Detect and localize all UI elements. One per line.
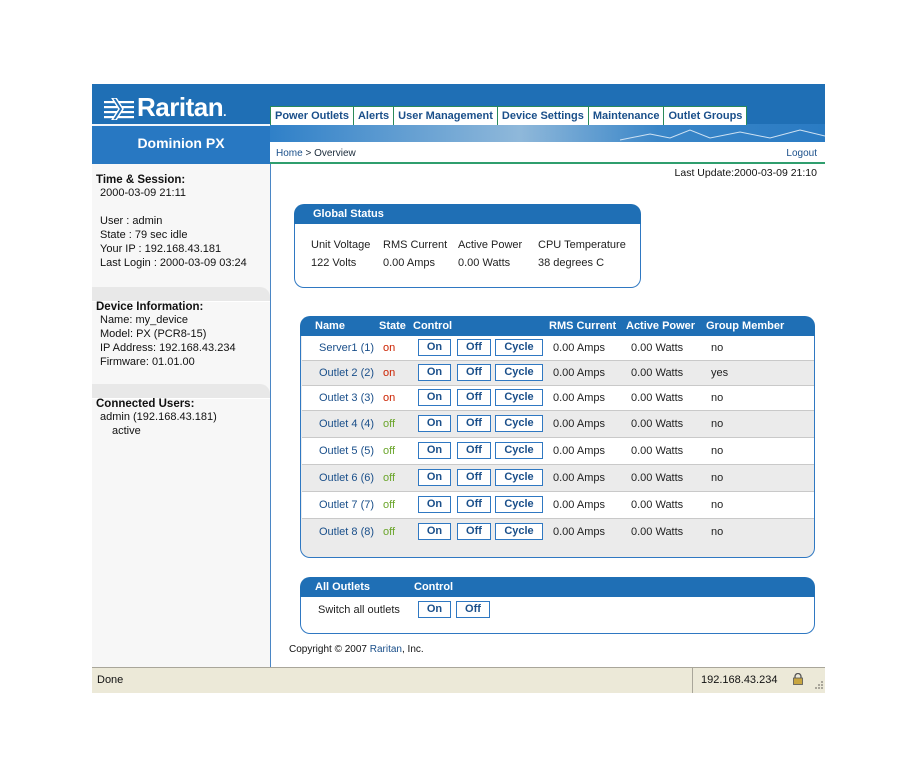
lock-icon [792, 673, 804, 685]
resize-grip-icon[interactable] [813, 679, 824, 690]
outlet-name-link[interactable]: Outlet 3 (3) [319, 392, 375, 404]
outlet-cycle-button[interactable]: Cycle [495, 364, 543, 381]
outlet-rms-current: 0.00 Amps [553, 526, 605, 538]
session-your-ip: Your IP : 192.168.43.181 [100, 243, 222, 255]
outlet-rms-current: 0.00 Amps [553, 445, 605, 457]
col-name: Name [315, 320, 345, 332]
breadcrumb-bar [270, 146, 825, 164]
gs-label-rms: RMS Current [383, 239, 448, 251]
outlet-off-button[interactable]: Off [457, 469, 491, 486]
device-info-title: Device Information: [96, 301, 204, 313]
connected-user: admin (192.168.43.181) [100, 411, 217, 423]
outlet-name-link[interactable]: Outlet 4 (4) [319, 418, 375, 430]
outlet-cycle-button[interactable]: Cycle [495, 415, 543, 432]
outlet-row [302, 411, 814, 438]
status-ip: 192.168.43.234 [701, 674, 778, 686]
outlet-active-power: 0.00 Watts [631, 445, 684, 457]
sidebar-divider [92, 287, 270, 302]
outlet-group-member: no [711, 445, 724, 457]
connected-user-status: active [112, 425, 141, 437]
gs-value-power: 0.00 Watts [458, 257, 511, 269]
outlet-row [302, 361, 814, 386]
breadcrumb-separator: > [305, 148, 312, 159]
gs-value-cpu-temp: 38 degrees C [538, 257, 605, 269]
outlet-name-link[interactable]: Outlet 8 (8) [319, 526, 375, 538]
outlet-rms-current: 0.00 Amps [553, 499, 605, 511]
tab-maintenance[interactable]: Maintenance [588, 106, 665, 125]
outlets-table [300, 336, 815, 558]
outlet-off-button[interactable]: Off [457, 339, 491, 356]
outlet-name-link[interactable]: Outlet 6 (6) [319, 472, 375, 484]
outlet-rms-current: 0.00 Amps [553, 367, 605, 379]
outlet-active-power: 0.00 Watts [631, 472, 684, 484]
outlet-state: on [383, 367, 396, 379]
raritan-logo-icon [104, 98, 134, 120]
browser-status-bar [92, 667, 825, 693]
breadcrumb [276, 148, 356, 159]
connected-users-title: Connected Users: [96, 398, 195, 410]
session-datetime: 2000-03-09 21:11 [100, 187, 187, 199]
outlet-on-button[interactable]: On [418, 469, 451, 486]
outlet-state: off [383, 445, 396, 457]
time-session-title: Time & Session: [96, 174, 186, 186]
outlet-group-member: yes [711, 367, 729, 379]
outlet-cycle-button[interactable]: Cycle [495, 496, 543, 513]
last-update: Last Update:2000-03-09 21:10 [674, 167, 817, 179]
outlets-table-header [300, 316, 815, 336]
outlet-cycle-button[interactable]: Cycle [495, 339, 543, 356]
device-firmware: Firmware: 01.01.00 [100, 356, 195, 368]
outlet-row [302, 336, 814, 361]
product-bar [92, 124, 270, 164]
tab-outlet-groups[interactable]: Outlet Groups [663, 106, 747, 125]
copyright-text: Copyright © 2007 [289, 644, 370, 655]
col-state: State [379, 320, 406, 332]
gs-value-rms: 0.00 Amps [383, 257, 435, 269]
outlet-on-button[interactable]: On [418, 389, 451, 406]
outlet-row [302, 492, 814, 519]
outlet-name-link[interactable]: Outlet 5 (5) [319, 445, 375, 457]
outlet-state: on [383, 342, 396, 354]
outlet-off-button[interactable]: Off [457, 415, 491, 432]
outlet-state: off [383, 472, 396, 484]
global-status-panel [294, 224, 641, 288]
outlet-off-button[interactable]: Off [457, 442, 491, 459]
outlet-off-button[interactable]: Off [457, 364, 491, 381]
col-active-power: Active Power [626, 320, 696, 332]
tab-alerts[interactable]: Alerts [353, 106, 394, 125]
session-state: State : 79 sec idle [100, 229, 188, 241]
outlet-off-button[interactable]: Off [457, 389, 491, 406]
col-group-member: Group Member [706, 320, 785, 332]
all-off-button[interactable]: Off [456, 601, 490, 618]
all-outlets-control-label: Control [414, 581, 454, 593]
outlet-name-link[interactable]: Outlet 7 (7) [319, 499, 375, 511]
copyright [289, 644, 424, 655]
outlet-active-power: 0.00 Watts [631, 499, 684, 511]
outlet-active-power: 0.00 Watts [631, 526, 684, 538]
logout-link[interactable]: Logout [786, 148, 817, 159]
sidebar-divider [92, 384, 270, 399]
outlet-on-button[interactable]: On [418, 339, 451, 356]
global-status-header [294, 204, 641, 224]
time-session-section [96, 174, 274, 270]
breadcrumb-current: Overview [314, 148, 356, 159]
outlet-name-link[interactable]: Server1 (1) [319, 342, 375, 354]
device-ip: IP Address: 192.168.43.234 [100, 342, 236, 354]
brand-name: Raritan [137, 92, 224, 122]
outlet-rms-current: 0.00 Amps [553, 418, 605, 430]
switch-all-label: Switch all outlets [318, 604, 400, 616]
outlet-state: off [383, 418, 396, 430]
device-name: Name: my_device [100, 314, 189, 326]
outlet-active-power: 0.00 Watts [631, 342, 684, 354]
outlet-state: on [383, 392, 396, 404]
outlet-active-power: 0.00 Watts [631, 418, 684, 430]
outlet-group-member: no [711, 526, 724, 538]
outlet-group-member: no [711, 499, 724, 511]
outlet-row [302, 386, 814, 411]
tab-device-settings[interactable]: Device Settings [497, 106, 589, 125]
outlet-on-button[interactable]: On [418, 442, 451, 459]
outlet-cycle-button[interactable]: Cycle [495, 523, 543, 540]
outlet-rms-current: 0.00 Amps [553, 392, 605, 404]
outlet-group-member: no [711, 418, 724, 430]
status-text: Done [97, 674, 124, 686]
all-on-button[interactable]: On [418, 601, 451, 618]
sidebar [92, 164, 271, 667]
device-info-section [96, 301, 274, 369]
outlet-active-power: 0.00 Watts [631, 392, 684, 404]
global-status-title: Global Status [313, 208, 384, 220]
outlet-rms-current: 0.00 Amps [553, 342, 605, 354]
outlet-group-member: no [711, 472, 724, 484]
outlet-state: off [383, 499, 396, 511]
col-control: Control [413, 320, 453, 332]
outlet-on-button[interactable]: On [418, 364, 451, 381]
outlet-group-member: no [711, 342, 724, 354]
logo-area [92, 84, 270, 124]
main-tabs [270, 106, 746, 126]
outlet-cycle-button[interactable]: Cycle [495, 469, 543, 486]
outlet-cycle-button[interactable]: Cycle [495, 389, 543, 406]
all-outlets-header [300, 577, 815, 597]
session-last-login: Last Login : 2000-03-09 03:24 [100, 257, 247, 269]
product-name: Dominion PX [137, 135, 225, 151]
connected-users-section [96, 398, 274, 438]
breadcrumb-home[interactable]: Home [276, 148, 303, 159]
outlet-active-power: 0.00 Watts [631, 367, 684, 379]
device-model: Model: PX (PCR8-15) [100, 328, 207, 340]
outlet-row [302, 438, 814, 465]
outlet-on-button[interactable]: On [418, 415, 451, 432]
all-outlets-title: All Outlets [315, 581, 371, 593]
outlet-off-button[interactable]: Off [457, 496, 491, 513]
outlet-name-link[interactable]: Outlet 2 (2) [319, 367, 375, 379]
raritan-logo[interactable]: Raritan. [104, 92, 226, 123]
outlet-on-button[interactable]: On [418, 523, 451, 540]
outlet-cycle-button[interactable]: Cycle [495, 442, 543, 459]
gs-label-cpu-temp: CPU Temperature [538, 239, 626, 251]
tab-user-management[interactable]: User Management [393, 106, 498, 125]
outlet-row [302, 519, 814, 545]
outlet-row [302, 465, 814, 492]
outlet-off-button[interactable]: Off [457, 523, 491, 540]
outlet-on-button[interactable]: On [418, 496, 451, 513]
col-rms-current: RMS Current [549, 320, 617, 332]
company-link[interactable]: Raritan [369, 644, 402, 655]
gs-label-power: Active Power [458, 239, 523, 251]
copyright-suffix: , Inc. [402, 644, 424, 655]
outlet-state: off [383, 526, 396, 538]
session-user: User : admin [100, 215, 163, 227]
all-outlets-panel [300, 597, 815, 634]
gs-value-voltage: 122 Volts [311, 257, 357, 269]
status-zone [692, 668, 826, 693]
outlet-group-member: no [711, 392, 724, 404]
browser-content [92, 84, 825, 692]
tab-power-outlets[interactable]: Power Outlets [270, 106, 354, 125]
outlet-rms-current: 0.00 Amps [553, 472, 605, 484]
gs-label-voltage: Unit Voltage [311, 239, 371, 251]
main-content [271, 164, 825, 667]
